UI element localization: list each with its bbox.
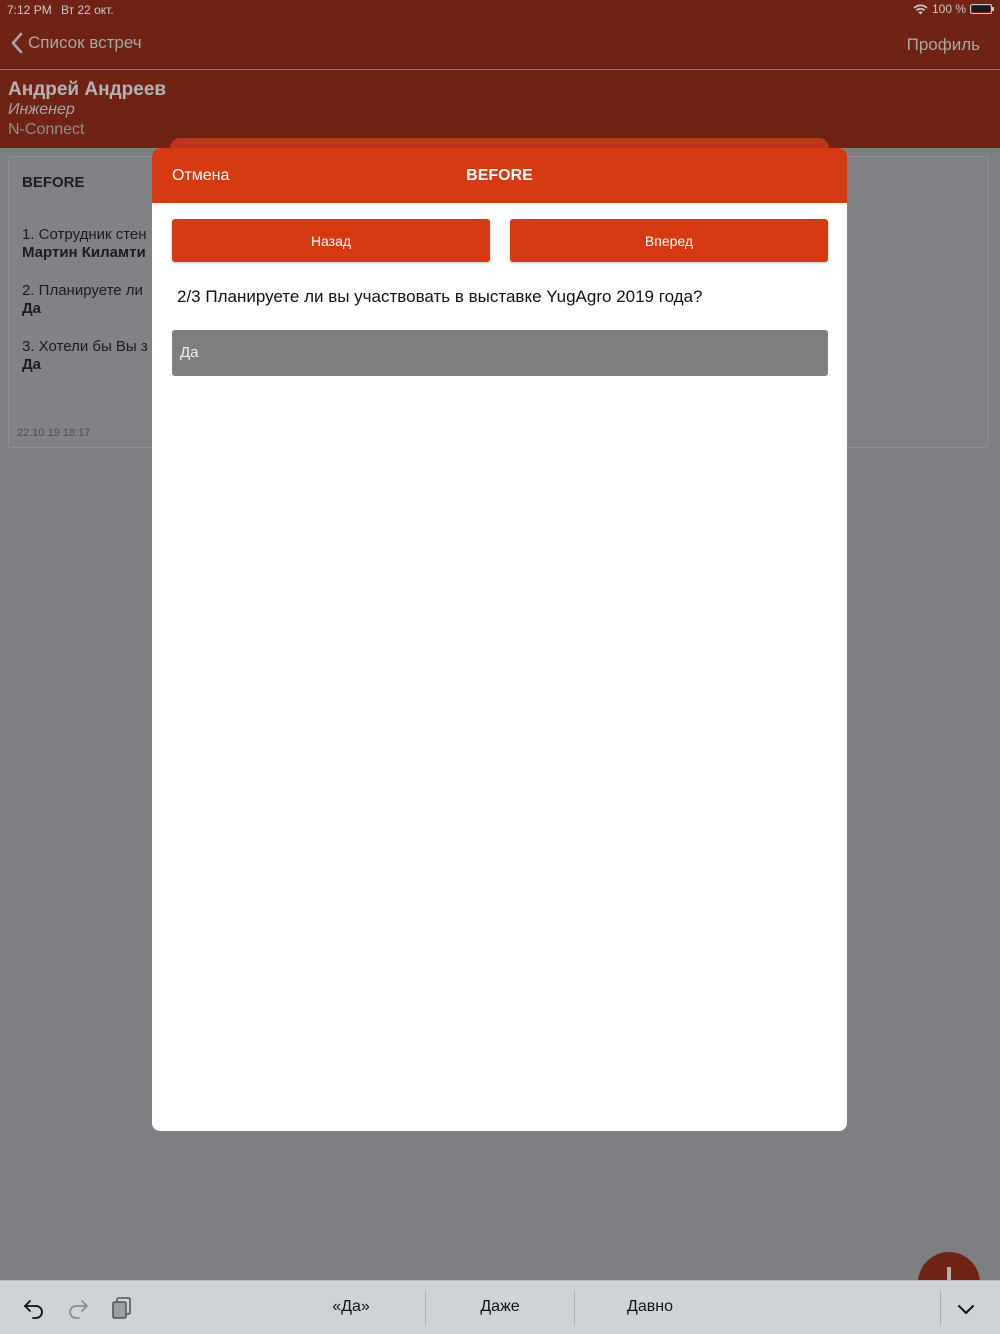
wifi-icon [913, 4, 928, 15]
status-time: 7:12 PM [7, 3, 52, 17]
chevron-down-icon[interactable] [955, 1298, 977, 1320]
suggestion-divider [940, 1291, 941, 1325]
survey-question: 3. Хотели бы Вы з [22, 338, 148, 355]
user-name: Андрей Андреев [8, 79, 167, 100]
previous-button[interactable]: Назад [172, 219, 490, 262]
chevron-left-icon [10, 32, 24, 54]
answer-input[interactable]: Да [172, 330, 828, 376]
survey-question: 2. Планируете ли [22, 282, 143, 299]
survey-answer: Да [22, 356, 42, 373]
user-header [0, 70, 1000, 148]
battery-percent: 100 % [931, 2, 966, 16]
redo-icon[interactable] [66, 1296, 90, 1320]
status-bar [0, 0, 1000, 20]
survey-answer: Мартин Киламти [22, 244, 146, 261]
modal-header [152, 148, 847, 203]
cancel-button[interactable]: Отмена [172, 167, 230, 184]
suggestion-1[interactable]: «Да» [332, 1298, 370, 1315]
survey-answer: Да [22, 300, 42, 317]
back-button[interactable] [10, 32, 142, 54]
paste-icon[interactable] [110, 1296, 134, 1320]
profile-button[interactable]: Профиль [906, 35, 980, 54]
survey-question: 1. Сотрудник стен [22, 226, 147, 243]
suggestion-2[interactable]: Даже [480, 1298, 520, 1315]
modal-title: BEFORE [466, 167, 533, 184]
user-role: Инженер [8, 101, 75, 118]
question-modal [152, 148, 847, 1131]
battery-icon [970, 4, 992, 14]
nav-bar [0, 20, 1000, 69]
survey-timestamp: 22.10.19 18:17 [17, 427, 91, 439]
user-company: N-Connect [8, 121, 85, 138]
suggestion-3[interactable]: Давно [627, 1298, 673, 1315]
undo-icon[interactable] [22, 1296, 46, 1320]
next-button[interactable]: Вперед [510, 219, 828, 262]
question-text: 2/3 Планируете ли вы участвовать в выставке YugAgro 2019 года? [177, 287, 703, 306]
status-right [913, 2, 992, 16]
keyboard-shortcut-bar [0, 1280, 1000, 1334]
status-date: Вт 22 окт. [61, 3, 114, 17]
back-button-label: Список встреч [28, 33, 142, 52]
survey-card-title: BEFORE [22, 174, 85, 191]
